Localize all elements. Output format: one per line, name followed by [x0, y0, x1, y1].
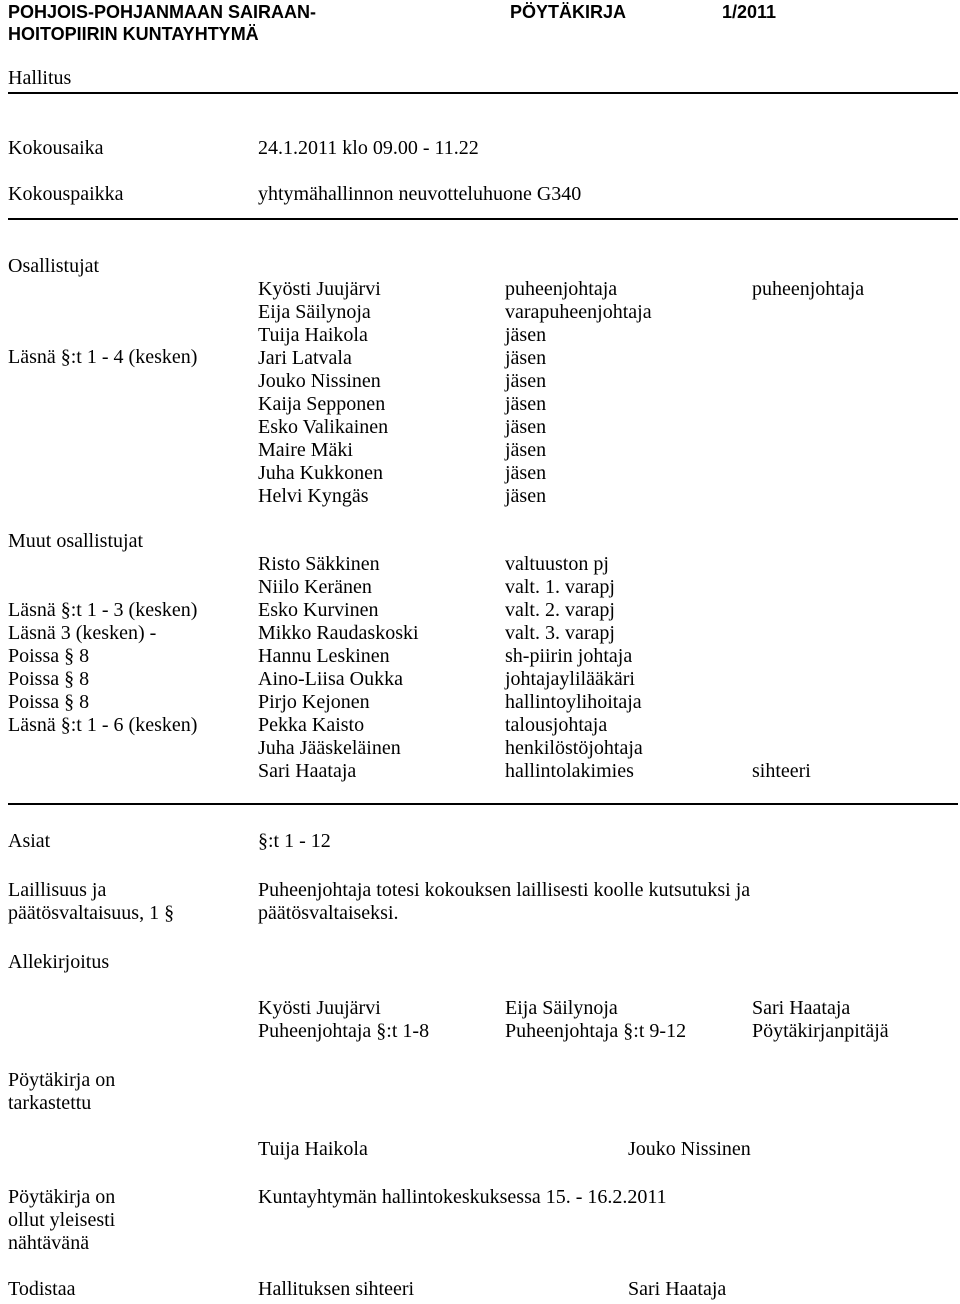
other-member-role: valt. 3. varapj: [505, 622, 615, 644]
certify-label: Todistaa: [8, 1278, 76, 1300]
signer-role: Puheenjohtaja §:t 1-8: [258, 1020, 430, 1042]
signer-name: Eija Säilynoja: [505, 997, 618, 1019]
body-name: Hallitus: [8, 67, 72, 89]
member-extra-role: puheenjohtaja: [752, 278, 865, 300]
other-member-role: johtajaylilääkäri: [505, 668, 635, 690]
member-role: jäsen: [505, 462, 547, 484]
signature-label: Allekirjoitus: [8, 951, 110, 973]
other-member-role: talousjohtaja: [505, 714, 608, 736]
meeting-divider: [8, 218, 958, 220]
member-role: puheenjohtaja: [505, 278, 618, 300]
member-name: Jari Latvala: [258, 347, 352, 369]
legality-text-line1: Puheenjohtaja totesi kokouksen laillisesti koolle kutsutuksi ja: [258, 879, 751, 901]
participant-note: Läsnä §:t 1 - 4 (kesken): [8, 346, 198, 368]
other-member-extra-role: sihteeri: [752, 760, 811, 782]
other-member-name: Aino-Liisa Oukka: [258, 668, 403, 690]
other-member-role: valt. 1. varapj: [505, 576, 615, 598]
attendance-note: Läsnä §:t 1 - 3 (kesken): [8, 599, 198, 621]
member-name: Juha Kukkonen: [258, 462, 383, 484]
attendance-note: Läsnä §:t 1 - 6 (kesken): [8, 714, 198, 736]
participants-divider: [8, 803, 958, 805]
signer-role: Pöytäkirjanpitäjä: [752, 1020, 889, 1042]
member-name: Kyösti Juujärvi: [258, 278, 381, 300]
member-name: Jouko Nissinen: [258, 370, 381, 392]
legality-label-line1: Laillisuus ja: [8, 879, 107, 901]
participants-label: Osallistujat: [8, 255, 100, 277]
inspector-name: Jouko Nissinen: [628, 1138, 751, 1160]
others-label: Muut osallistujat: [8, 530, 143, 552]
certify-name: Sari Haataja: [628, 1278, 727, 1300]
other-member-name: Hannu Leskinen: [258, 645, 390, 667]
other-member-name: Juha Jääskeläinen: [258, 737, 401, 759]
public-value: Kuntayhtymän hallintokeskuksessa 15. - 16.2.2011: [258, 1186, 667, 1208]
public-label-line3: nähtävänä: [8, 1232, 90, 1254]
signer-name: Kyösti Juujärvi: [258, 997, 381, 1019]
doc-number: 1/2011: [722, 2, 777, 22]
meeting-time-label: Kokousaika: [8, 137, 104, 159]
member-name: Kaija Sepponen: [258, 393, 386, 415]
attendance-note: Poissa § 8: [8, 691, 90, 713]
member-name: Eija Säilynoja: [258, 301, 371, 323]
meeting-time-value: 24.1.2011 klo 09.00 - 11.22: [258, 137, 479, 159]
header-divider: [8, 92, 958, 94]
other-member-role: hallintoylihoitaja: [505, 691, 642, 713]
meeting-place-value: yhtymähallinnon neuvotteluhuone G340: [258, 183, 582, 205]
matters-value: §:t 1 - 12: [258, 830, 331, 852]
other-member-name: Pekka Kaisto: [258, 714, 365, 736]
legality-text-line2: päätösvaltaiseksi.: [258, 902, 399, 924]
other-member-role: hallintolakimies: [505, 760, 634, 782]
other-member-role: valtuuston pj: [505, 553, 609, 575]
other-member-name: Mikko Raudaskoski: [258, 622, 419, 644]
member-role: jäsen: [505, 347, 547, 369]
org-name-line1: POHJOIS-POHJANMAAN SAIRAAN-: [8, 2, 317, 22]
other-member-name: Sari Haataja: [258, 760, 357, 782]
inspected-label-line1: Pöytäkirja on: [8, 1069, 116, 1091]
legality-label-line2: päätösvaltaisuus, 1 §: [8, 902, 175, 924]
public-label-line2: ollut yleisesti: [8, 1209, 116, 1231]
attendance-note: Poissa § 8: [8, 668, 90, 690]
other-member-role: valt. 2. varapj: [505, 599, 615, 621]
doc-type: PÖYTÄKIRJA: [510, 2, 627, 22]
member-name: Tuija Haikola: [258, 324, 368, 346]
member-role: jäsen: [505, 393, 547, 415]
other-member-name: Niilo Keränen: [258, 576, 372, 598]
other-member-name: Esko Kurvinen: [258, 599, 379, 621]
signer-role: Puheenjohtaja §:t 9-12: [505, 1020, 687, 1042]
signer-name: Sari Haataja: [752, 997, 851, 1019]
member-name: Esko Valikainen: [258, 416, 389, 438]
member-name: Maire Mäki: [258, 439, 353, 461]
other-member-role: henkilöstöjohtaja: [505, 737, 643, 759]
attendance-note: Läsnä 3 (kesken) -: [8, 622, 157, 644]
member-name: Helvi Kyngäs: [258, 485, 369, 507]
member-role: jäsen: [505, 324, 547, 346]
public-label-line1: Pöytäkirja on: [8, 1186, 116, 1208]
member-role: varapuheenjohtaja: [505, 301, 652, 323]
member-role: jäsen: [505, 439, 547, 461]
member-role: jäsen: [505, 416, 547, 438]
other-member-name: Pirjo Kejonen: [258, 691, 370, 713]
meeting-place-label: Kokouspaikka: [8, 183, 124, 205]
member-role: jäsen: [505, 485, 547, 507]
certify-title: Hallituksen sihteeri: [258, 1278, 415, 1300]
matters-label: Asiat: [8, 830, 51, 852]
other-member-role: sh-piirin johtaja: [505, 645, 633, 667]
inspected-label-line2: tarkastettu: [8, 1092, 92, 1114]
other-member-name: Risto Säkkinen: [258, 553, 380, 575]
inspector-name: Tuija Haikola: [258, 1138, 368, 1160]
attendance-note: Poissa § 8: [8, 645, 90, 667]
member-role: jäsen: [505, 370, 547, 392]
org-name-line2: HOITOPIIRIN KUNTAYHTYMÄ: [8, 24, 259, 44]
